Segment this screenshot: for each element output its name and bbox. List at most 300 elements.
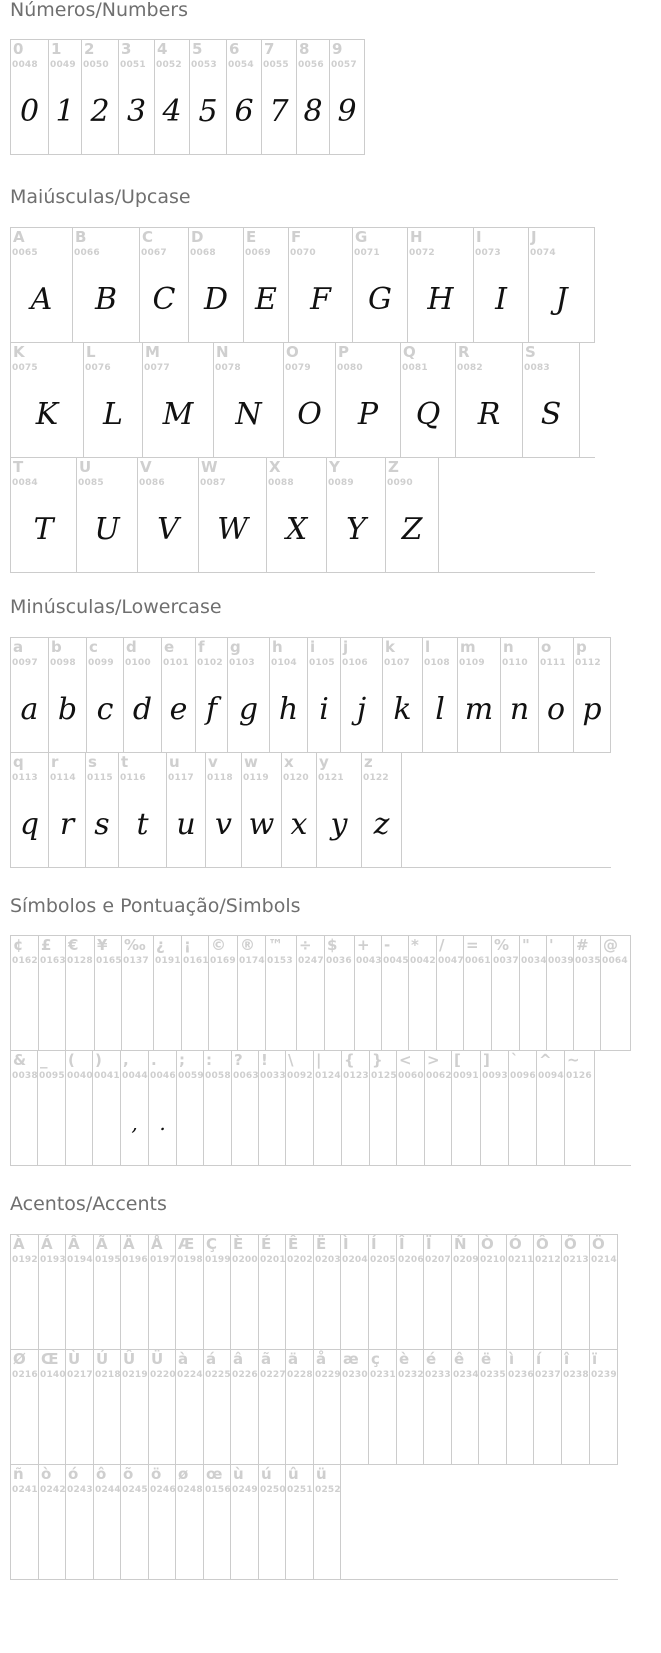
character-code: 0197 (150, 1255, 176, 1265)
character-code: 0096 (510, 1071, 536, 1081)
character-label: ò (41, 1465, 52, 1483)
character-glyph: i (319, 692, 329, 727)
character-label: F (291, 228, 302, 246)
character-code: 0234 (453, 1370, 479, 1380)
character-label: ó (68, 1465, 79, 1483)
character-label: M (145, 343, 160, 361)
character-cell (286, 1465, 314, 1579)
character-cell (176, 1465, 204, 1579)
character-code: 0204 (342, 1255, 368, 1265)
character-glyph: h (278, 692, 299, 727)
character-glyph: p (582, 692, 602, 727)
character-cell (425, 1051, 452, 1165)
character-label: å (316, 1350, 327, 1368)
character-code: 0106 (342, 658, 368, 668)
character-label: s (88, 753, 97, 771)
character-code: 0165 (96, 956, 122, 966)
character-cell (492, 936, 520, 1050)
character-code: 0115 (87, 773, 113, 783)
character-cell (341, 1350, 369, 1464)
character-cell (353, 228, 408, 342)
character-label: ê (454, 1350, 465, 1368)
character-cell (342, 1051, 370, 1165)
character-row (11, 39, 365, 155)
character-grid (10, 637, 611, 868)
character-cell (49, 753, 86, 867)
character-glyph: Q (415, 397, 441, 432)
character-cell (94, 1235, 121, 1349)
character-glyph: N (235, 397, 262, 432)
character-label: O (286, 343, 299, 361)
character-cell (138, 458, 199, 572)
character-code: 0050 (83, 60, 109, 70)
character-label: ì (509, 1350, 515, 1368)
character-code: 0245 (122, 1485, 148, 1495)
character-label: é (426, 1350, 437, 1368)
character-cell (590, 1350, 618, 1464)
character-cell (121, 1350, 149, 1464)
character-glyph: s (94, 807, 110, 842)
character-cell (95, 936, 122, 1050)
character-label: K (13, 343, 25, 361)
character-glyph: 9 (337, 94, 357, 129)
character-glyph: 4 (162, 94, 182, 129)
character-label: * (411, 936, 419, 954)
character-code: 0072 (409, 248, 435, 258)
character-code: 0075 (12, 363, 38, 373)
character-cell (520, 936, 547, 1050)
character-code: 0047 (438, 956, 464, 966)
character-code: 0117 (168, 773, 194, 783)
character-code: 0199 (205, 1255, 231, 1265)
character-code: 0061 (465, 956, 491, 966)
character-cell (297, 936, 325, 1050)
character-code: 0218 (95, 1370, 121, 1380)
character-cell (397, 1235, 424, 1349)
character-label: A (13, 228, 25, 246)
character-glyph: Z (401, 512, 423, 547)
character-label: X (269, 458, 281, 476)
character-code: 0251 (287, 1485, 313, 1495)
character-glyph: b (57, 692, 78, 727)
character-code: 0123 (343, 1071, 369, 1081)
character-row (11, 1464, 618, 1580)
character-code: 0068 (190, 248, 216, 258)
character-label: Z (388, 458, 399, 476)
character-cell (297, 40, 330, 154)
character-label: ¿ (156, 936, 165, 954)
character-cell (121, 1235, 149, 1349)
character-cell (341, 638, 383, 752)
character-code: 0099 (88, 658, 114, 668)
character-cell (458, 638, 501, 752)
character-code: 0083 (524, 363, 550, 373)
character-cell (39, 1350, 66, 1464)
character-code: 0034 (521, 956, 547, 966)
character-code: 0209 (453, 1255, 479, 1265)
character-label: Á (41, 1235, 53, 1253)
character-code: 0087 (200, 478, 226, 488)
character-cell (590, 1235, 618, 1349)
character-code: 0048 (12, 60, 38, 70)
character-code: 0213 (563, 1255, 589, 1265)
character-code: 0071 (354, 248, 380, 258)
character-cell (259, 1350, 286, 1464)
character-cell (267, 458, 327, 572)
character-code: 0109 (459, 658, 485, 668)
section-title: Símbolos e Pontuação/Simbols (10, 895, 301, 917)
character-label: © (211, 936, 226, 954)
character-label: Ù (68, 1350, 81, 1368)
character-cell (565, 1051, 595, 1165)
character-code: 0227 (260, 1370, 286, 1380)
character-label: q (13, 753, 24, 771)
character-label: 8 (299, 40, 310, 58)
section-simbols (10, 895, 628, 1135)
character-glyph: B (94, 282, 118, 317)
character-code: 0217 (67, 1370, 93, 1380)
character-cell (452, 1350, 479, 1464)
character-cell (362, 753, 402, 867)
character-glyph: H (427, 282, 454, 317)
character-label: ¢ (13, 936, 24, 954)
character-cell (401, 343, 456, 457)
character-label: É (261, 1235, 272, 1253)
character-cell (509, 1051, 537, 1165)
character-cell (204, 1465, 231, 1579)
character-glyph: v (215, 807, 232, 842)
character-label: Î (399, 1235, 405, 1253)
character-cell (231, 1235, 259, 1349)
character-cell (408, 228, 474, 342)
character-cell (66, 1235, 94, 1349)
character-code: 0070 (290, 248, 316, 258)
character-cell (423, 638, 458, 752)
character-code: 0085 (78, 478, 104, 488)
character-label: ñ (13, 1465, 24, 1483)
character-glyph: f (205, 692, 218, 727)
character-label: ^ (539, 1051, 552, 1069)
character-cell (314, 1235, 341, 1349)
character-code: 0060 (398, 1071, 424, 1081)
character-code: 0040 (67, 1071, 93, 1081)
character-cell (149, 1350, 176, 1464)
character-label: B (75, 228, 87, 246)
character-code: 0232 (398, 1370, 424, 1380)
character-code: 0124 (315, 1071, 341, 1081)
character-code: 0091 (453, 1071, 479, 1081)
character-label: ï (592, 1350, 598, 1368)
character-label: : (206, 1051, 212, 1069)
character-label: ~ (567, 1051, 580, 1069)
character-cell (82, 40, 119, 154)
character-cell (317, 753, 362, 867)
character-cell (370, 1051, 397, 1165)
character-label: l (425, 638, 431, 656)
character-code: 0156 (205, 1485, 231, 1495)
character-label: | (316, 1051, 322, 1069)
character-code: 0192 (12, 1255, 38, 1265)
section-title: Números/Numbers (10, 0, 188, 21)
character-code: 0211 (508, 1255, 534, 1265)
character-code: 0041 (94, 1071, 120, 1081)
character-label: h (272, 638, 283, 656)
character-cell (452, 1235, 479, 1349)
character-code: 0207 (425, 1255, 451, 1265)
character-glyph: K (35, 397, 59, 432)
character-code: 0077 (144, 363, 170, 373)
character-code: 0112 (575, 658, 601, 668)
character-code: 0233 (425, 1370, 451, 1380)
character-cell (330, 40, 365, 154)
character-code: 0098 (50, 658, 76, 668)
character-cell (355, 936, 382, 1050)
character-code: 0097 (12, 658, 38, 668)
character-glyph: F (310, 282, 331, 317)
character-code: 0231 (370, 1370, 396, 1380)
character-code: 0153 (267, 956, 293, 966)
character-cell (196, 638, 228, 752)
character-glyph: G (368, 282, 392, 317)
character-cell (11, 1235, 39, 1349)
character-code: 0079 (285, 363, 311, 373)
character-label: ø (178, 1465, 189, 1483)
character-cell (39, 1465, 66, 1579)
character-cell (11, 1051, 38, 1165)
character-label: ® (240, 936, 255, 954)
character-label: o (541, 638, 552, 656)
character-cell (232, 1051, 259, 1165)
character-code: 0073 (475, 248, 501, 258)
character-cell (537, 1051, 565, 1165)
character-code: 0244 (95, 1485, 121, 1495)
section-upcase (10, 186, 568, 547)
character-grid (10, 39, 365, 155)
character-glyph: U (94, 512, 120, 547)
character-code: 0067 (141, 248, 167, 258)
character-label: Ì (343, 1235, 349, 1253)
character-glyph: g (238, 692, 259, 727)
character-glyph: E (255, 282, 277, 317)
character-label: W (201, 458, 218, 476)
character-code: 0092 (287, 1071, 313, 1081)
character-cell (177, 1051, 204, 1165)
character-cell (231, 1350, 259, 1464)
character-label: % (494, 936, 510, 954)
character-code: 0051 (120, 60, 146, 70)
character-label: x (284, 753, 294, 771)
character-cell (206, 753, 242, 867)
character-code: 0033 (260, 1071, 286, 1081)
character-row (11, 1349, 618, 1465)
character-cell (11, 1465, 39, 1579)
character-label: & (13, 1051, 27, 1069)
character-code: 0224 (177, 1370, 203, 1380)
character-code: 0078 (215, 363, 241, 373)
character-label: Ñ (454, 1235, 467, 1253)
character-label: P (338, 343, 349, 361)
character-cell (39, 936, 66, 1050)
character-label: n (503, 638, 514, 656)
character-label: # (576, 936, 589, 954)
character-cell (84, 343, 143, 457)
character-cell (574, 936, 601, 1050)
character-code: 0104 (271, 658, 297, 668)
character-glyph: c (96, 692, 114, 727)
character-code: 0076 (85, 363, 111, 373)
character-label: $ (327, 936, 338, 954)
character-cell (539, 638, 574, 752)
character-code: 0113 (12, 773, 38, 783)
character-code: 0246 (150, 1485, 176, 1495)
character-cell (176, 1350, 204, 1464)
character-cell (49, 638, 87, 752)
character-label: > (427, 1051, 440, 1069)
character-label: < (399, 1051, 412, 1069)
character-label: Y (329, 458, 340, 476)
character-code: 0194 (67, 1255, 93, 1265)
character-glyph: W (217, 512, 248, 547)
character-code: 0046 (150, 1071, 176, 1081)
character-cell (121, 1051, 149, 1165)
character-cell (124, 638, 162, 752)
character-cell (534, 1350, 562, 1464)
character-cell (155, 40, 190, 154)
character-code: 0069 (245, 248, 271, 258)
character-code: 0102 (197, 658, 223, 668)
character-row (11, 752, 611, 868)
character-label: Ç (206, 1235, 218, 1253)
character-label: ú (261, 1465, 272, 1483)
character-code: 0062 (426, 1071, 452, 1081)
character-code: 0198 (177, 1255, 203, 1265)
character-cell (66, 1465, 94, 1579)
character-code: 0236 (508, 1370, 534, 1380)
character-glyph: m (464, 692, 494, 727)
character-code: 0247 (298, 956, 324, 966)
character-glyph: u (176, 807, 196, 842)
character-label: ä (288, 1350, 299, 1368)
character-code: 0053 (191, 60, 217, 70)
character-label: 6 (229, 40, 240, 58)
character-code: 0238 (563, 1370, 589, 1380)
character-cell (238, 936, 266, 1050)
character-cell (66, 936, 95, 1050)
character-glyph: I (495, 282, 507, 317)
character-glyph: . (159, 1111, 166, 1135)
character-label: D (191, 228, 204, 246)
character-label: c (89, 638, 98, 656)
character-glyph: d (132, 692, 153, 727)
character-label: g (230, 638, 241, 656)
character-code: 0230 (342, 1370, 368, 1380)
character-cell (189, 228, 244, 342)
character-label: / (439, 936, 445, 954)
character-cell (314, 1051, 342, 1165)
character-label: r (51, 753, 59, 771)
character-glyph: D (203, 282, 229, 317)
section-numbers (10, 0, 357, 129)
character-label: 9 (332, 40, 343, 58)
character-code: 0206 (398, 1255, 424, 1265)
character-cell (49, 40, 82, 154)
character-label: 2 (84, 40, 95, 58)
character-glyph: y (330, 807, 348, 842)
character-label: È (233, 1235, 244, 1253)
character-label: } (372, 1051, 383, 1069)
character-cell (87, 638, 124, 752)
character-label: ‰ (124, 936, 146, 954)
character-cell (11, 228, 73, 342)
character-code: 0174 (239, 956, 265, 966)
character-code: 0108 (424, 658, 450, 668)
character-label: à (178, 1350, 189, 1368)
character-glyph: q (19, 807, 40, 842)
character-cell (286, 1350, 314, 1464)
character-cell (11, 458, 77, 572)
section-title: Acentos/Accents (10, 1193, 167, 1215)
character-label: I (476, 228, 482, 246)
character-code: 0119 (243, 773, 269, 783)
character-code: 0219 (122, 1370, 148, 1380)
character-code: 0248 (177, 1485, 203, 1495)
character-label: V (140, 458, 152, 476)
character-code: 0241 (12, 1485, 38, 1495)
character-code: 0114 (50, 773, 76, 783)
character-cell (259, 1051, 286, 1165)
character-cell (94, 1465, 121, 1579)
character-glyph: t (136, 807, 149, 842)
character-label: " (522, 936, 530, 954)
character-cell (308, 638, 341, 752)
character-code: 0226 (232, 1370, 258, 1380)
character-glyph: w (248, 807, 275, 842)
character-code: 0214 (591, 1255, 617, 1265)
character-label: H (410, 228, 423, 246)
character-cell (336, 343, 401, 457)
character-label: Œ (41, 1350, 59, 1368)
character-cell (314, 1350, 341, 1464)
character-label: è (399, 1350, 410, 1368)
character-cell (286, 1051, 314, 1165)
character-label: Ä (123, 1235, 135, 1253)
character-grid (10, 935, 631, 1166)
character-cell (474, 228, 529, 342)
character-label: i (310, 638, 316, 656)
character-code: 0161 (183, 956, 209, 966)
character-code: 0056 (298, 60, 324, 70)
character-label: b (51, 638, 62, 656)
character-code: 0081 (402, 363, 428, 373)
character-label: ¥ (97, 936, 108, 954)
character-label: d (126, 638, 137, 656)
character-cell (214, 343, 284, 457)
character-code: 0090 (387, 478, 413, 488)
character-label: 1 (51, 40, 62, 58)
character-label: \ (288, 1051, 294, 1069)
character-glyph: x (290, 807, 308, 842)
character-cell (282, 753, 317, 867)
character-label: Ö (592, 1235, 605, 1253)
character-cell (190, 40, 227, 154)
character-code: 0080 (337, 363, 363, 373)
character-cell (547, 936, 574, 1050)
character-row (11, 1050, 631, 1166)
character-code: 0125 (371, 1071, 397, 1081)
character-label: € (68, 936, 79, 954)
character-cell (244, 228, 289, 342)
character-label: t (121, 753, 129, 771)
